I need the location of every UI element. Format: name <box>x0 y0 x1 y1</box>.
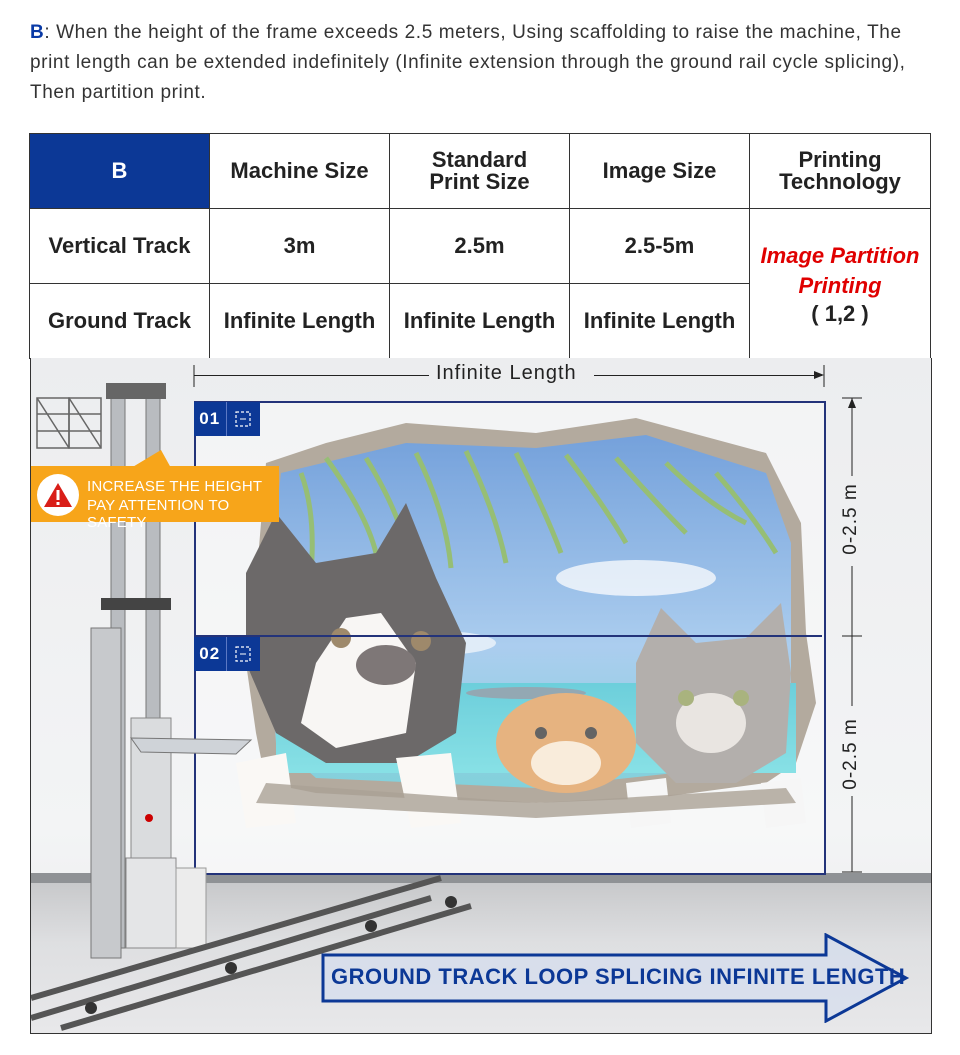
cell-vertical-machine: 3m <box>210 209 390 284</box>
height-dimension <box>836 396 866 876</box>
technology-line1: Image Partition <box>760 242 920 268</box>
intro-text: : When the height of the frame exceeds 2.5 meters, Using scaffolding to raise the machine, The print length can be extended indefinitely (Infinite extension through the ground rail cycle splicing), Then partition print. <box>30 22 906 103</box>
printer-scene <box>30 358 932 1034</box>
technology-note: ( 1,2 ) <box>811 300 869 326</box>
cell-ground-image: Infinite Length <box>570 284 750 359</box>
warning-line2: PAY ATTENTION TO SAFETY <box>87 497 230 531</box>
spec-table <box>29 133 931 359</box>
zone-number-01: 01 <box>194 402 226 436</box>
table-corner-label: B <box>30 134 210 209</box>
header-machine-size: Machine Size <box>210 134 390 209</box>
height-label-upper: 0-2.5 m <box>840 483 861 555</box>
intro-tag: B <box>30 22 45 43</box>
safety-warning <box>31 466 279 531</box>
header-printing-technology: Printing Technology <box>750 134 931 209</box>
intro-paragraph <box>30 18 935 108</box>
cell-vertical-image: 2.5-5m <box>570 209 750 284</box>
cell-ground-standard: Infinite Length <box>390 284 570 359</box>
warning-icon <box>37 474 79 516</box>
row-label-vertical-track: Vertical Track <box>30 209 210 284</box>
row-label-ground-track: Ground Track <box>30 284 210 359</box>
warning-pointer <box>131 450 171 468</box>
warning-line1: INCREASE THE HEIGHT <box>87 478 263 495</box>
length-label: Infinite Length <box>436 362 577 384</box>
height-label-lower: 0-2.5 m <box>840 718 861 790</box>
cell-vertical-standard: 2.5m <box>390 209 570 284</box>
zone-number-02: 02 <box>194 637 226 671</box>
technology-line2: Printing <box>798 272 882 298</box>
header-standard-print-size: Standard Print Size <box>390 134 570 209</box>
cell-ground-machine: Infinite Length <box>210 284 390 359</box>
header-image-size: Image Size <box>570 134 750 209</box>
cell-technology <box>750 209 931 359</box>
banner-text: GROUND TRACK LOOP SPLICING INFINITE LENGTH <box>331 964 906 989</box>
